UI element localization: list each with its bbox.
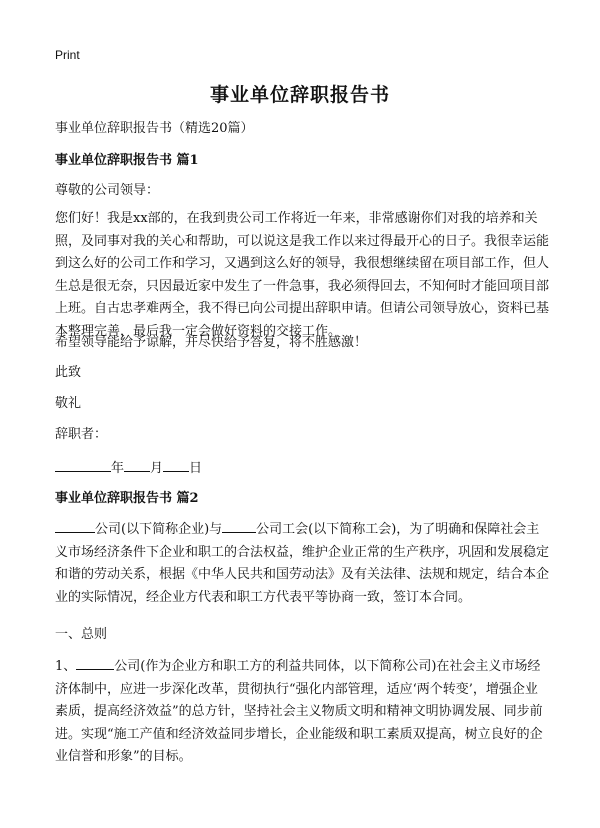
company-blank <box>55 517 95 533</box>
item1-paragraph <box>55 654 550 769</box>
date-line <box>55 456 550 481</box>
date-year-label: 年 <box>111 461 125 476</box>
salutation: 尊敬的公司领导： <box>55 183 160 198</box>
hope-paragraph: 希望领导能给予谅解，并尽快给予答复，将不胜感激！ <box>55 335 368 350</box>
intro-part-a: 公司(以下简称企业)与 <box>95 522 223 537</box>
general-heading: 一、总则 <box>55 627 108 642</box>
date-month-label: 月 <box>150 461 164 476</box>
date-month-blank <box>124 456 150 472</box>
union-blank <box>222 517 256 533</box>
item1-blank <box>76 654 114 670</box>
document-title: 事业单位辞职报告书 <box>209 84 390 106</box>
print-label[interactable]: Print <box>55 48 80 62</box>
document-subtitle: 事业单位辞职报告书（精选20篇） <box>55 121 254 136</box>
closing-cizhi: 此致 <box>55 365 82 380</box>
date-day-label: 日 <box>189 461 203 476</box>
section1-body: 您们好！我是xx部的，在我到贵公司工作将近一年来，非常感谢你们对我的培养和关照，及同事对我的关心和帮助，可以说这是我工作以来过得最开心的日子。我很幸运能到这么好的公司工作和学习，又遇到这么好的领导，我很想继续留在项目部工作，但人生总是很无奈，只因最近家中发生了一件急事，我必须得回去，不知何时才能回项目部上班。自古忠孝难两全，我不得已向公司提出辞职申请。但请公司领导放心，资料已基本整理完善，最后我一定会做好资料的交接工作。 <box>55 211 550 339</box>
section2-heading: 事业单位辞职报告书 篇2 <box>55 491 199 506</box>
section2-intro <box>55 517 550 609</box>
signer-label: 辞职者： <box>55 427 108 442</box>
item1-text: 公司(作为企业方和职工方的利益共同体，以下简称公司)在社会主义市场经济体制中，应进一步深化改革，贯彻执行“强化内部管理，适应‘两个转变’，增强企业素质，提高经济效益”的总方针，坚持社会主义物质文明和精神文明协调发展、同步前进。实现“施工产值和经济效益同步增长，企业能级和职工素质双提高，树立良好的企业信誉和形象”的目标。 <box>55 659 543 764</box>
date-year-blank <box>55 456 111 472</box>
date-day-blank <box>163 456 189 472</box>
intro-part-b: 公司工会(以下简称工会)，为了明确和保障社会主义市场经济条件下企业和职工的合法权益，维护企业正常的生产秩序，巩固和发展稳定和谐的劳动关系，根据《中华人民共和国劳动法》及有关法律、法规和规定，结合本企业的实际情况，经企业方代表和职工方代表平等协商一致，签订本合同。 <box>55 522 550 605</box>
section1-heading: 事业单位辞职报告书 篇1 <box>55 153 199 168</box>
item1-number: 1、 <box>55 659 77 674</box>
closing-jingli: 敬礼 <box>55 396 82 411</box>
